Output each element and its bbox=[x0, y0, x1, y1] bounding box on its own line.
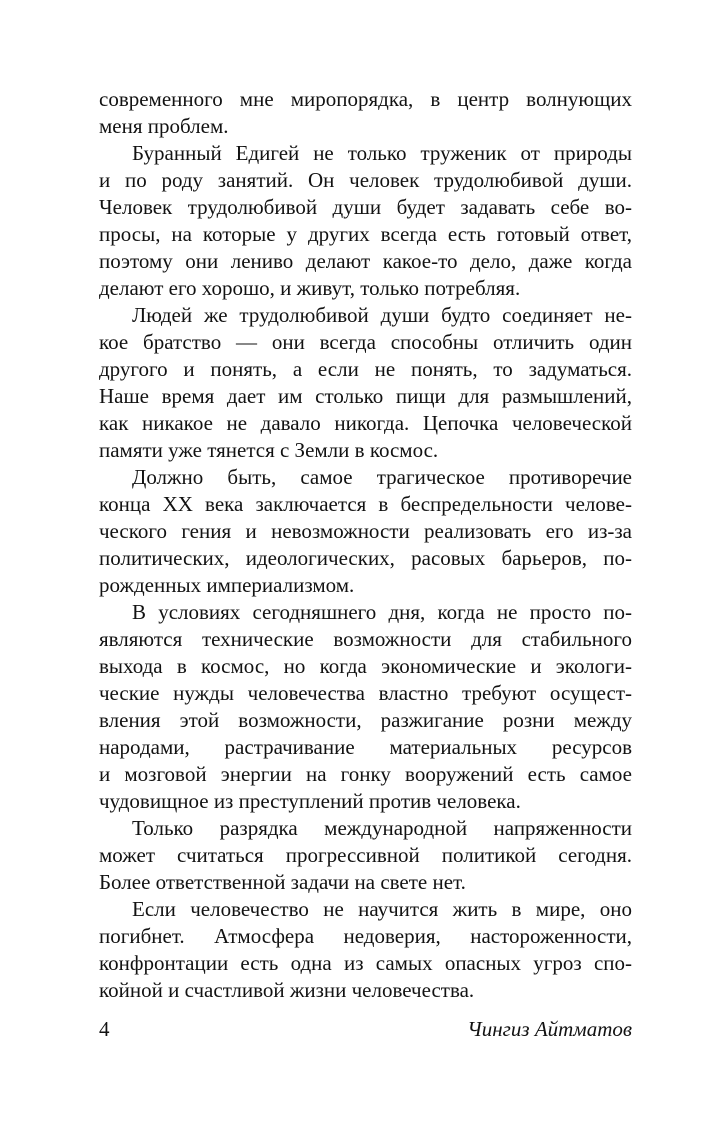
text-line: В условиях сегодняшнего дня, когда не просто по- bbox=[132, 600, 632, 624]
paragraph bbox=[99, 140, 632, 302]
text-line: как никакое не давало никогда. Цепочка человеческой bbox=[99, 411, 632, 435]
text-line: Более ответственной задачи на свете нет. bbox=[99, 870, 466, 894]
text-line: ческого гения и невозможности реализовать его из-за bbox=[99, 519, 632, 543]
text-line: вления этой возможности, разжигание розни между bbox=[99, 708, 632, 732]
text-line: делают его хорошо, и живут, только потребляя. bbox=[99, 276, 521, 300]
text-line: Если человечество не научится жить в мире, оно bbox=[132, 897, 632, 921]
text-line: кое братство — они всегда способны отличить один bbox=[99, 330, 632, 354]
text-line: просы, на которые у других всегда есть готовый ответ, bbox=[99, 222, 632, 246]
text-line: и по роду занятий. Он человек трудолюбивой души. bbox=[99, 168, 632, 192]
text-line: Людей же трудолюбивой души будто соединяет не- bbox=[132, 303, 632, 327]
text-line: может считаться прогрессивной политикой сегодня. bbox=[99, 843, 632, 867]
text-line: конца XX века заключается в беспредельности челове- bbox=[99, 492, 632, 516]
text-line: чудовищное из преступлений против человека. bbox=[99, 789, 521, 813]
text-line: и мозговой энергии на гонку вооружений есть самое bbox=[99, 762, 632, 786]
text-line: ческие нужды человечества властно требуют осущест- bbox=[99, 681, 632, 705]
text-line: современного мне миропорядка, в центр волнующих bbox=[99, 87, 632, 111]
text-line: Наше время дает им столько пищи для размышлений, bbox=[99, 384, 632, 408]
paragraph bbox=[99, 599, 632, 815]
paragraph bbox=[99, 896, 632, 1004]
page-footer bbox=[99, 1016, 632, 1043]
text-line: поэтому они лениво делают какое-то дело, даже когда bbox=[99, 249, 632, 273]
paragraph bbox=[99, 815, 632, 896]
text-line: Должно быть, самое трагическое противоречие bbox=[132, 465, 632, 489]
text-line: политических, идеологических, расовых барьеров, по- bbox=[99, 546, 632, 570]
text-line: памяти уже тянется с Земли в космос. bbox=[99, 438, 439, 462]
paragraph bbox=[99, 464, 632, 599]
paragraph bbox=[99, 86, 632, 140]
text-line: Буранный Едигей не только труженик от природы bbox=[132, 141, 632, 165]
text-line: койной и счастливой жизни человечества. bbox=[99, 978, 475, 1002]
text-line: Человек трудолюбивой души будет задавать себе во- bbox=[99, 195, 632, 219]
text-line: рожденных империализмом. bbox=[99, 573, 355, 597]
text-line: народами, растрачивание материальных ресурсов bbox=[99, 735, 632, 759]
text-line: погибнет. Атмосфера недоверия, настороженности, bbox=[99, 924, 632, 948]
running-title-author: Чингиз Айтматов bbox=[467, 1017, 632, 1041]
text-line: являются технические возможности для стабильного bbox=[99, 627, 632, 651]
text-line: меня проблем. bbox=[99, 114, 229, 138]
text-line: конфронтации есть одна из самых опасных угроз спо- bbox=[99, 951, 632, 975]
text-line: другого и понять, а если не понять, то задуматься. bbox=[99, 357, 632, 381]
text-line: Только разрядка международной напряженности bbox=[132, 816, 632, 840]
paragraph bbox=[99, 302, 632, 464]
text-line: выхода в космос, но когда экономические и экологи- bbox=[99, 654, 632, 678]
page-number: 4 bbox=[99, 1017, 110, 1041]
text-block bbox=[99, 86, 632, 1004]
